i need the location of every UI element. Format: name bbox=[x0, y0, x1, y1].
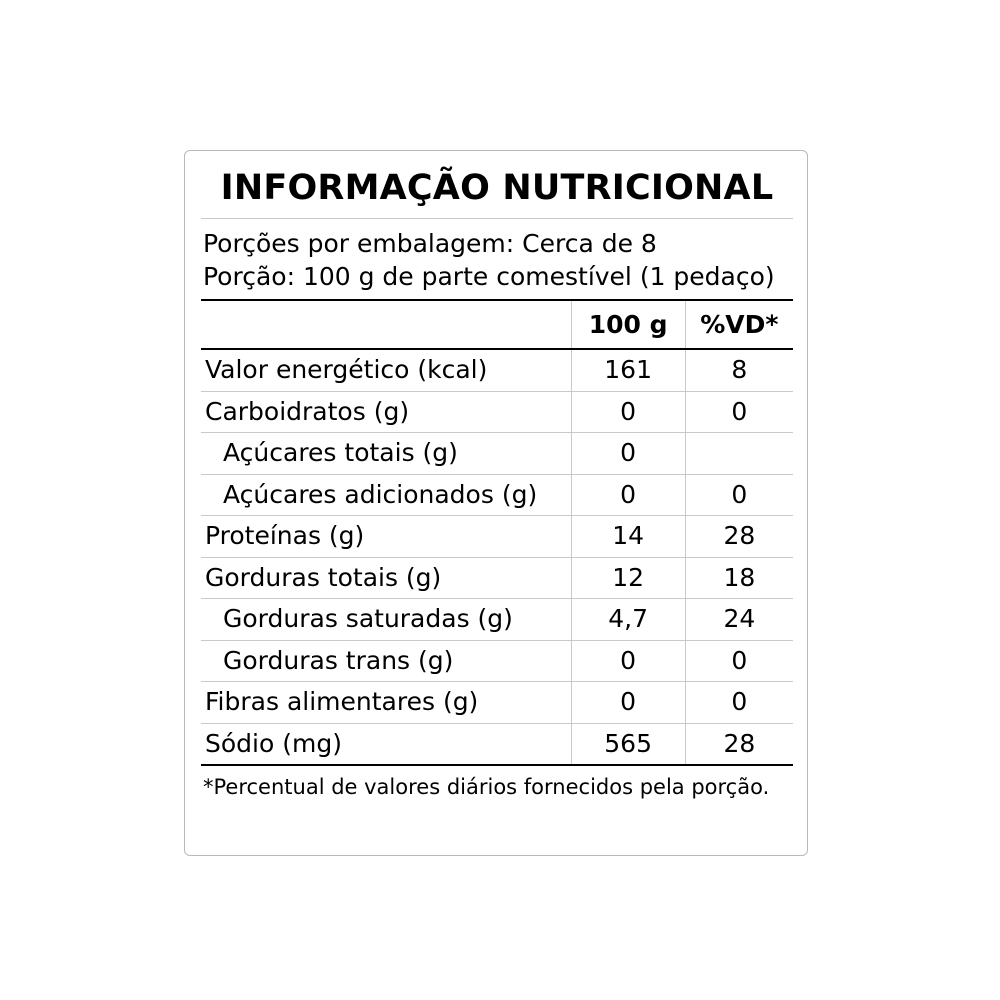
nutrient-daily-value bbox=[685, 433, 793, 475]
nutrient-quantity: 161 bbox=[571, 349, 685, 391]
nutrient-quantity: 0 bbox=[571, 433, 685, 475]
table-row bbox=[201, 557, 793, 599]
table-row bbox=[201, 349, 793, 391]
nutrient-name: Gorduras totais (g) bbox=[201, 557, 571, 599]
nutrient-name: Gorduras saturadas (g) bbox=[201, 599, 571, 641]
table-row bbox=[201, 723, 793, 765]
nutrition-table bbox=[201, 299, 793, 767]
nutrient-name: Açúcares adicionados (g) bbox=[201, 474, 571, 516]
nutrient-name: Carboidratos (g) bbox=[201, 391, 571, 433]
nutrition-facts-panel bbox=[184, 150, 808, 856]
nutrient-quantity: 0 bbox=[571, 640, 685, 682]
nutrient-daily-value: 8 bbox=[685, 349, 793, 391]
nutrient-quantity: 12 bbox=[571, 557, 685, 599]
serving-size: Porção: 100 g de parte comestível (1 pedaço) bbox=[203, 261, 775, 291]
page-title: INFORMAÇÃO NUTRICIONAL bbox=[220, 168, 774, 208]
table-row bbox=[201, 433, 793, 475]
servings-per-package: Porções por embalagem: Cerca de 8 bbox=[203, 228, 657, 258]
serving-info bbox=[201, 219, 793, 299]
nutrient-quantity: 0 bbox=[571, 682, 685, 724]
nutrition-facts-inner bbox=[201, 165, 793, 804]
nutrient-daily-value: 0 bbox=[685, 474, 793, 516]
daily-value-footnote: *Percentual de valores diários fornecidos pela porção. bbox=[203, 775, 770, 799]
nutrient-daily-value: 0 bbox=[685, 640, 793, 682]
column-header-quantity: 100 g bbox=[571, 300, 685, 350]
nutrient-name: Gorduras trans (g) bbox=[201, 640, 571, 682]
nutrient-name: Valor energético (kcal) bbox=[201, 349, 571, 391]
table-row bbox=[201, 474, 793, 516]
table-row bbox=[201, 391, 793, 433]
nutrient-quantity: 4,7 bbox=[571, 599, 685, 641]
nutrient-quantity: 0 bbox=[571, 474, 685, 516]
table-row bbox=[201, 516, 793, 558]
nutrient-quantity: 0 bbox=[571, 391, 685, 433]
table-row bbox=[201, 682, 793, 724]
nutrient-daily-value: 28 bbox=[685, 516, 793, 558]
nutrient-daily-value: 24 bbox=[685, 599, 793, 641]
column-header-nutrient bbox=[201, 300, 571, 350]
column-header-daily-value: %VD* bbox=[685, 300, 793, 350]
nutrient-name: Fibras alimentares (g) bbox=[201, 682, 571, 724]
nutrient-quantity: 14 bbox=[571, 516, 685, 558]
nutrient-name: Sódio (mg) bbox=[201, 723, 571, 765]
table-row bbox=[201, 640, 793, 682]
nutrient-daily-value: 28 bbox=[685, 723, 793, 765]
nutrient-quantity: 565 bbox=[571, 723, 685, 765]
table-header-row bbox=[201, 300, 793, 350]
nutrient-daily-value: 0 bbox=[685, 682, 793, 724]
table-row bbox=[201, 599, 793, 641]
nutrient-name: Proteínas (g) bbox=[201, 516, 571, 558]
nutrient-name: Açúcares totais (g) bbox=[201, 433, 571, 475]
nutrient-daily-value: 0 bbox=[685, 391, 793, 433]
nutrient-daily-value: 18 bbox=[685, 557, 793, 599]
